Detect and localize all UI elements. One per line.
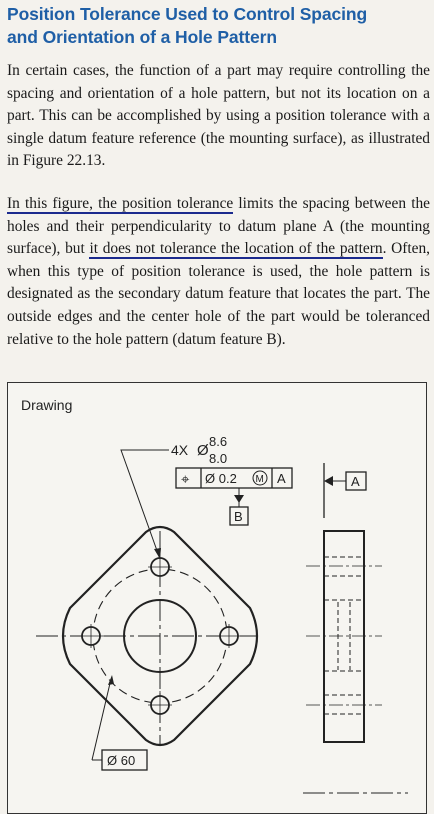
mmc-modifier: M <box>255 474 264 485</box>
paragraph-2-text-b: . Often, when this type of position tolerance is used, the hole pattern is designated as the secondary datum feature that locates the part. The outside edges and the center hole of the part would be toleranced relative to the hole pattern (datum feature B). <box>7 240 431 348</box>
paragraph-2 <box>7 193 430 351</box>
datum-b-symbol <box>230 488 248 525</box>
heading-line-2: and Orientation of a Hole Pattern <box>7 27 277 47</box>
feature-control-frame <box>176 468 292 488</box>
bolt-circle-value: Ø 60 <box>107 753 136 768</box>
lower-limit: 8.0 <box>209 451 228 466</box>
fcf-datum: A <box>277 471 286 486</box>
figure-label: Drawing <box>21 397 73 413</box>
upper-limit: 8.6 <box>209 434 228 449</box>
center-lines <box>36 531 408 793</box>
section-heading <box>7 3 432 49</box>
position-icon: ⌖ <box>181 471 190 488</box>
heading-line-1: Position Tolerance Used to Control Spacing <box>7 4 368 24</box>
side-view <box>306 463 382 742</box>
hole-leader-arrow <box>154 548 161 559</box>
datum-a-letter: A <box>351 474 360 489</box>
datum-b-letter: B <box>234 509 243 524</box>
paragraph-1: In certain cases, the function of a part may require controlling the spacing and orientation of a hole pattern, but not its location on a part. This can be accomplished by using a position tolerance with a single datum feature reference (the mounting surface), as illustrated in Figure 22.13. <box>7 62 430 170</box>
paragraph-2-text-a: limits the spacing between the holes and their perpendicularity to datum plane A (the mounting surface), but <box>7 195 431 258</box>
engineering-drawing <box>8 383 426 813</box>
underlined-phrase-position-tolerance: In this figure, the position tolerance <box>7 195 234 212</box>
hole-leader <box>121 450 169 559</box>
figure-drawing <box>7 382 427 814</box>
diameter-symbol: Ø <box>197 442 209 459</box>
hole-count: 4X <box>171 442 189 458</box>
datum-a-triangle <box>324 476 333 486</box>
underlined-phrase-location: it does not tolerance the location of the pattern <box>89 240 383 258</box>
fcf-tolerance: Ø 0.2 <box>205 471 237 486</box>
